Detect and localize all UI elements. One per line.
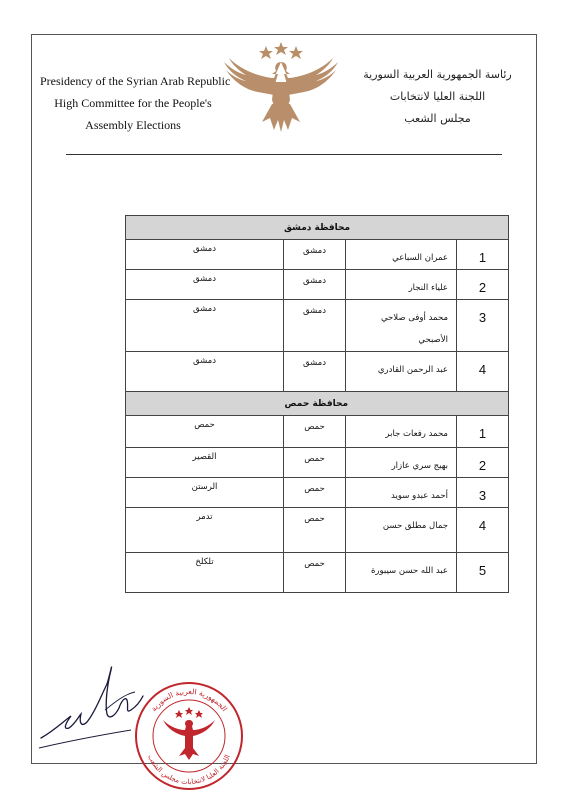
candidate-name-cell: عبد الله حسن سيبورة — [346, 553, 457, 593]
seal-bottom-text: اللجنة العليا لانتخابات مجلس الشعب — [146, 753, 232, 787]
city-cell: حمص — [284, 508, 346, 553]
candidate-name-cell: بهيج سري عازار — [346, 448, 457, 478]
row-number-cell: 1 — [457, 416, 509, 448]
table-row — [126, 270, 509, 300]
district-cell: الرستن — [126, 478, 284, 508]
candidate-name-cell: علياء النجار — [346, 270, 457, 300]
row-number-cell: 4 — [457, 352, 509, 392]
candidate-name-cell: عمران السباعي — [346, 240, 457, 270]
row-number-cell: 2 — [457, 270, 509, 300]
city-cell: دمشق — [284, 270, 346, 300]
table-row — [126, 553, 509, 593]
header-arabic — [355, 64, 520, 130]
official-seal — [133, 680, 245, 792]
city-cell: حمص — [284, 478, 346, 508]
seal-top-text: الجمهورية العربية السورية — [148, 686, 230, 714]
table-row — [126, 508, 509, 553]
table-row — [126, 478, 509, 508]
governorate-header-damascus: محافظة دمشق — [126, 216, 509, 240]
city-cell: دمشق — [284, 352, 346, 392]
city-cell: حمص — [284, 553, 346, 593]
table-row — [126, 416, 509, 448]
row-number-cell: 3 — [457, 478, 509, 508]
header-divider — [66, 154, 502, 155]
row-number-cell: 1 — [457, 240, 509, 270]
candidate-name-cell: جمال مطلق حسن — [346, 508, 457, 553]
row-number-cell: 2 — [457, 448, 509, 478]
row-number-cell: 4 — [457, 508, 509, 553]
table-row — [126, 240, 509, 270]
district-cell: تلكلخ — [126, 553, 284, 593]
results-table — [125, 215, 509, 593]
candidate-name-cell: محمد رفعات جابر — [346, 416, 457, 448]
header-arabic-line-3: مجلس الشعب — [404, 112, 471, 125]
seal-eagle-icon — [163, 707, 215, 760]
district-cell: دمشق — [126, 270, 284, 300]
city-cell: دمشق — [284, 300, 346, 352]
city-cell: دمشق — [284, 240, 346, 270]
city-cell: حمص — [284, 448, 346, 478]
eagle-emblem-icon — [216, 40, 346, 140]
candidate-name-cell: أحمد عبدو سويد — [346, 478, 457, 508]
header-arabic-line-2: اللجنة العليا لانتخابات — [389, 90, 486, 103]
candidate-name-cell: عبد الرحمن القادري — [346, 352, 457, 392]
district-cell: تدمر — [126, 508, 284, 553]
header-english-line-1: Presidency of the Syrian Arab Republic — [40, 74, 231, 88]
district-cell: دمشق — [126, 240, 284, 270]
header-english-line-2: High Committee for the People's — [54, 96, 212, 110]
city-cell: حمص — [284, 416, 346, 448]
district-cell: القصير — [126, 448, 284, 478]
candidate-name-cell: محمد أوفى صلاحي الأصبحي — [346, 300, 457, 352]
header-english — [40, 70, 231, 136]
table-row — [126, 352, 509, 392]
district-cell: دمشق — [126, 352, 284, 392]
district-cell: حمص — [126, 416, 284, 448]
district-cell: دمشق — [126, 300, 284, 352]
table-row — [126, 300, 509, 352]
header-arabic-line-1: رئاسة الجمهورية العربية السورية — [363, 68, 512, 81]
governorate-header-homs: محافظة حمص — [126, 392, 509, 416]
header-english-line-3: Assembly Elections — [85, 118, 181, 132]
row-number-cell: 3 — [457, 300, 509, 352]
table-row — [126, 448, 509, 478]
row-number-cell: 5 — [457, 553, 509, 593]
